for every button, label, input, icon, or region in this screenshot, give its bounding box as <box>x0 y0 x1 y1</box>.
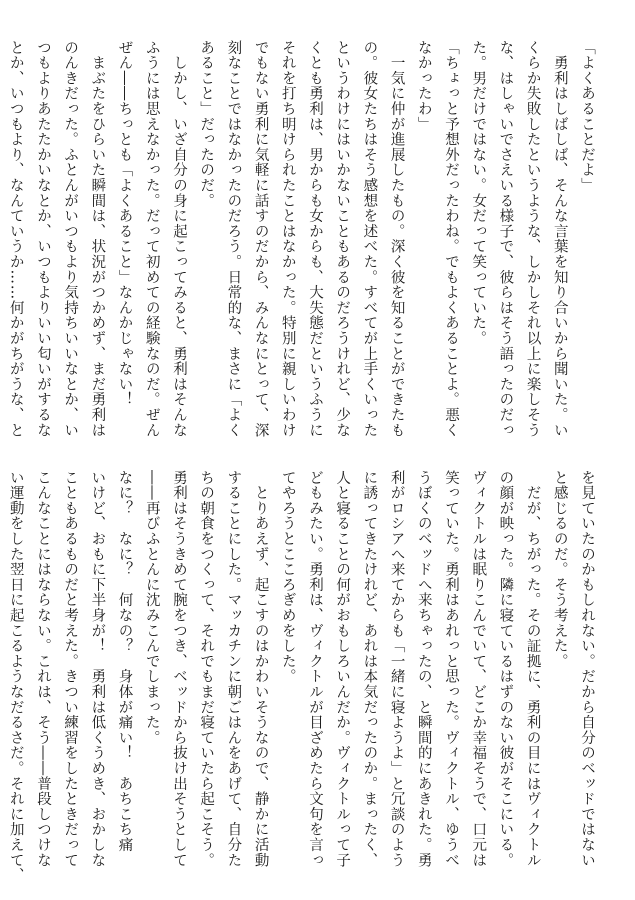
text-line: こんなことにはならない。これは、そう――普段しつけな <box>34 470 51 868</box>
text-line: だが、ちがった。その証拠に、勇利の目にはヴィクトル <box>524 470 541 868</box>
text-line: た。男だけではない。女だって笑っていた。 <box>470 40 487 346</box>
text-line: ――再びふとんに沈みこんでしまった。 <box>143 470 160 746</box>
text-line: くらか失敗したというような、しかしそれ以上に楽しそう <box>524 40 541 438</box>
text-line: まぶたをひらいた瞬間は、状況がつかめず、まだ勇利は <box>89 40 106 438</box>
text-line: に誘ってきたけれど、あれは本気だったのか。まったく、 <box>361 470 378 868</box>
text-line: の。彼女たちはそう感想を述べた。すべてが上手くいった <box>361 40 378 438</box>
text-line: 刻なことではなかったのだろう。日常的な、まさに「よく <box>225 40 242 438</box>
text-line: いけど、おもに下半身が！ 勇利は低くうめき、おかしな <box>89 470 106 868</box>
text-line: することにした。マッカチンに朝ごはんをあげて、自分た <box>225 470 242 868</box>
text-line: どもみたい。勇利は、ヴィクトルが目ざめたら文句を言っ <box>306 470 323 868</box>
text-line: こともあるものだと考えた。きつい練習をしたときだって <box>62 470 79 868</box>
text-line: なかったわ」 <box>415 40 432 132</box>
bottom-text-block <box>7 470 600 884</box>
text-line: くとも勇利は、男からも女からも、大失態だというふうに <box>306 40 323 438</box>
text-line: 勇利はそうきめて腕をつき、ベッドから抜け出そうとして <box>170 470 187 868</box>
text-line: とか、いつもより、なんていうか……何かがちがうな、と <box>7 40 24 438</box>
text-line: ぜん――ちっとも「よくあること」なんかじゃない！ <box>116 40 133 408</box>
text-line: 利がロシアへ来てからも「一緒に寝ようよ」と冗談のよう <box>388 470 405 868</box>
text-line: のんきだった。ふとんがいつもより気持ちいいなとか、い <box>62 40 79 438</box>
text-line: とりあえず、起こすのはかわいそうなので、静かに活動 <box>252 470 269 868</box>
text-line: 「よくあることだよ」 <box>579 40 595 193</box>
text-line: てやろうとこころぎめをした。 <box>279 470 296 685</box>
text-line: 人と寝ることの何がおもしろいんだか。ヴィクトルって子 <box>334 470 351 868</box>
text-line <box>0 470 2 865</box>
text-line: しかし、いざ自分の身に起こってみると、勇利はそんな <box>170 40 187 438</box>
text-line: なに？ なに？ 何なの？ 身体が痛い！ あちこち痛 <box>116 470 133 853</box>
text-line: 「ちょっと予想外だったわね。でもよくあることよ。悪く <box>442 40 459 438</box>
text-line: うぼくのベッドへ来ちゃったの、と瞬間的にあきれた。勇 <box>415 470 432 868</box>
text-line <box>0 40 2 435</box>
text-line: の顔が映った。隣に寝ているはずのない彼がそこにいる。 <box>497 470 514 868</box>
text-line: 笑っていた。勇利はあれっと思った。ヴィクトル、ゆうべ <box>442 470 459 868</box>
text-line: ちの朝食をつくって、それでもまだ寝ていたら起こそう。 <box>198 470 215 868</box>
text-line: ヴィクトルは眠りこんでいて、どこか幸福そうで、口元は <box>470 470 487 868</box>
text-line: つもよりあたたかいなとか、いつもよりいい匂いがするな <box>34 40 51 438</box>
text-line: と感じるのだ。そう考えた。 <box>551 470 568 669</box>
text-line: な、はしゃいでさえいる様子で、彼らはそう語ったのだっ <box>497 40 514 438</box>
text-line: 一気に仲が進展したもの。深く彼を知ることができたも <box>388 40 405 438</box>
text-line: あること」だったのだ。 <box>198 40 215 209</box>
text-line: を見ていたのかもしれない。だから自分のベッドではない <box>579 470 595 868</box>
text-line: というわけにはいかないこともあるのだろうけれど、少な <box>334 40 351 438</box>
text-line: でもない勇利に気軽に話すのだから、みんなにとって、深 <box>252 40 269 438</box>
top-text-block <box>7 40 600 438</box>
text-line: ふうには思えなかった。だって初めての経験なのだ。ぜん <box>143 40 160 438</box>
text-line: それを打ち明けられたことはなかった。特別に親しいわけ <box>279 40 296 438</box>
text-line: 勇利はしばしば、そんな言葉を知り合いから聞いた。い <box>551 40 568 438</box>
text-line: い運動をした翌日に起こるようなだるさだ。それに加えて、 <box>7 470 24 884</box>
